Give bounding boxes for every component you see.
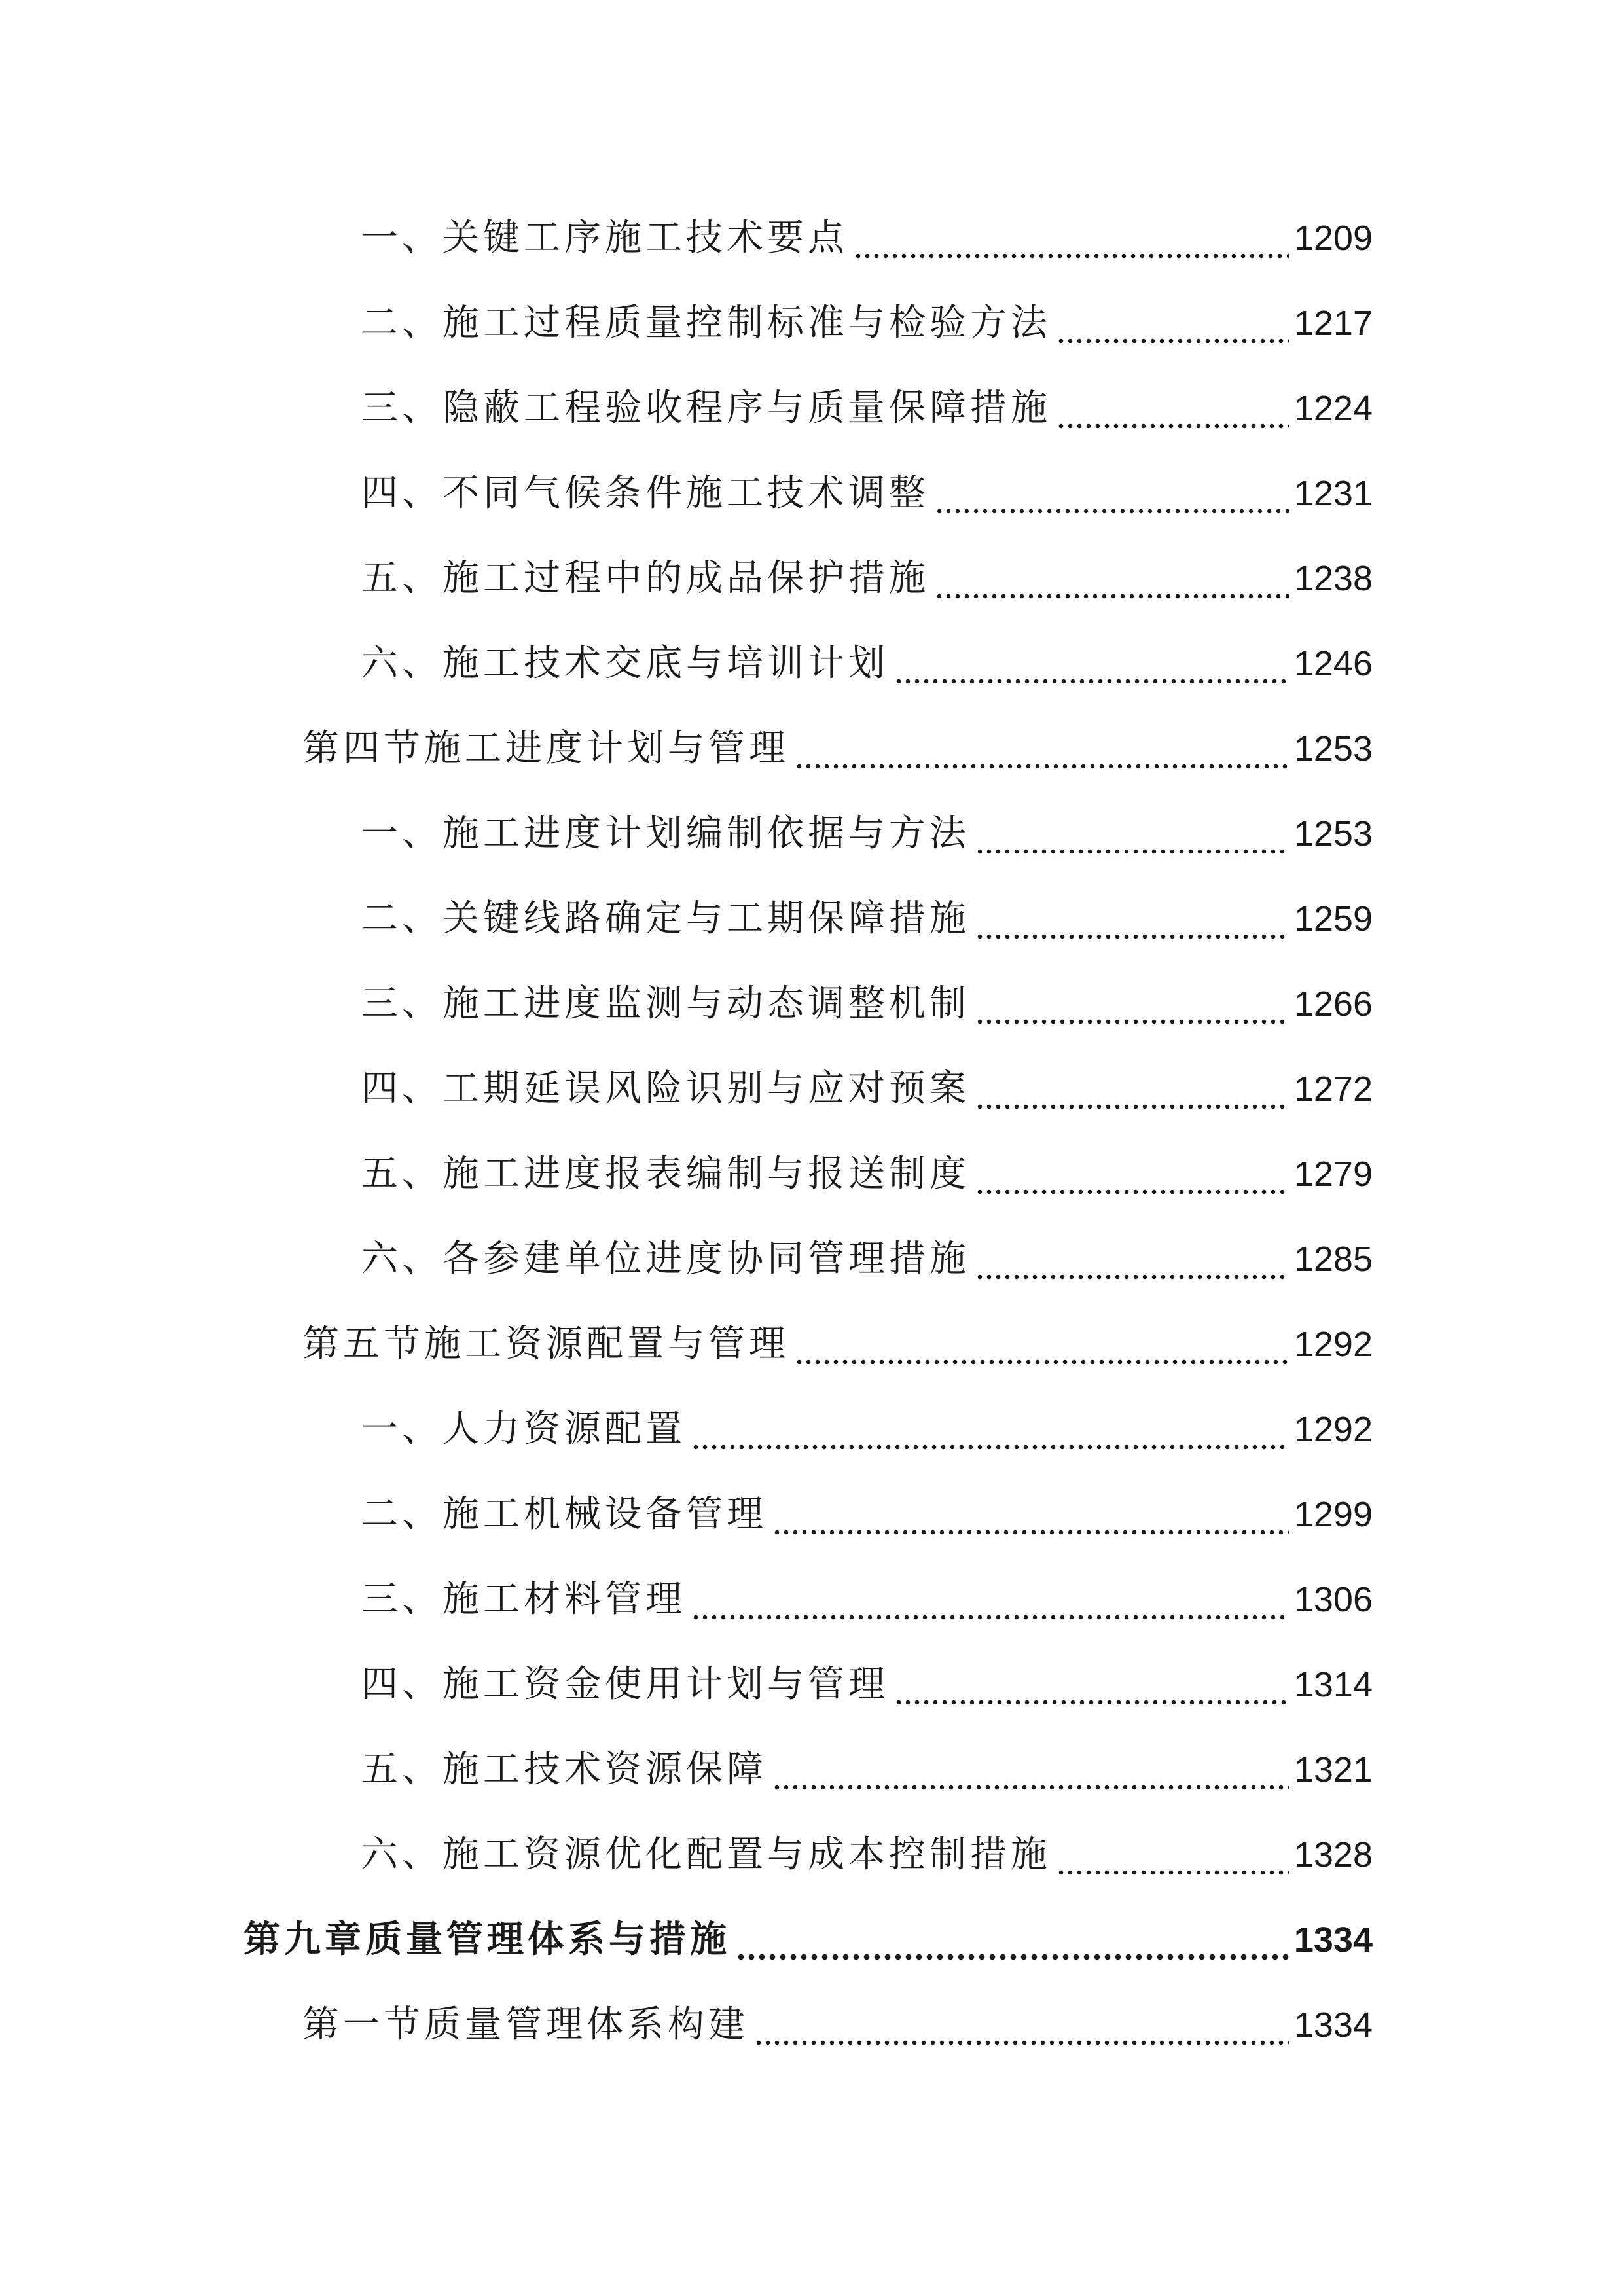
toc-entry-page-number: 1328 — [1293, 1835, 1373, 1874]
toc-entry-title: 一、人力资源配置 — [361, 1408, 686, 1450]
toc-entry[interactable] — [361, 1403, 1373, 1456]
dot-leader — [736, 1914, 1289, 1966]
toc-entry-page-number: 1334 — [1293, 2005, 1373, 2045]
dot-leader — [795, 1318, 1289, 1371]
toc-entry-title: 四、工期延误风险识别与应对预案 — [361, 1067, 970, 1110]
toc-entry-title: 四、不同气候条件施工技术调整 — [361, 472, 929, 514]
toc-entry-title: 三、施工材料管理 — [361, 1578, 686, 1621]
toc-entry-page-number: 1266 — [1293, 984, 1373, 1024]
toc-entry-page-number: 1253 — [1293, 729, 1373, 768]
dot-leader — [691, 1403, 1289, 1456]
toc-entry-page-number: 1285 — [1293, 1240, 1373, 1279]
toc-entry-page-number: 1238 — [1293, 559, 1373, 598]
toc-entry[interactable] — [361, 1829, 1373, 1881]
dot-leader — [935, 552, 1289, 605]
dot-leader — [854, 212, 1289, 264]
toc-entry-title: 六、施工技术交底与培训计划 — [361, 642, 889, 685]
dot-leader — [754, 1999, 1289, 2051]
toc-entry[interactable] — [361, 1063, 1373, 1115]
toc-section-entry[interactable] — [302, 1318, 1373, 1371]
dot-leader — [975, 1063, 1289, 1115]
toc-entry-title: 第五节施工资源配置与管理 — [302, 1323, 789, 1365]
dot-leader — [1056, 297, 1289, 350]
toc-entry-page-number: 1224 — [1293, 389, 1373, 428]
toc-entry-page-number: 1334 — [1293, 1920, 1373, 1960]
toc-entry-title: 二、施工机械设备管理 — [361, 1493, 767, 1535]
toc-entry[interactable] — [361, 637, 1373, 690]
toc-entry[interactable] — [361, 978, 1373, 1030]
toc-entry[interactable] — [361, 297, 1373, 350]
dot-leader — [894, 637, 1289, 690]
toc-entry-page-number: 1299 — [1293, 1495, 1373, 1534]
toc-entry[interactable] — [361, 1233, 1373, 1285]
dot-leader — [975, 1148, 1289, 1200]
toc-entry-page-number: 1279 — [1293, 1155, 1373, 1194]
toc-entry-title: 六、施工资源优化配置与成本控制措施 — [361, 1833, 1051, 1876]
dot-leader — [1056, 382, 1289, 435]
dot-leader — [975, 1233, 1289, 1285]
toc-entry-page-number: 1253 — [1293, 814, 1373, 853]
toc-entry[interactable] — [361, 893, 1373, 945]
toc-entry-title: 三、施工进度监测与动态调整机制 — [361, 982, 970, 1025]
dot-leader — [975, 978, 1289, 1030]
toc-entry[interactable] — [361, 467, 1373, 520]
toc-entry-page-number: 1321 — [1293, 1750, 1373, 1789]
toc-entry-page-number: 1259 — [1293, 899, 1373, 939]
toc-entry-page-number: 1272 — [1293, 1069, 1373, 1109]
toc-entry-page-number: 1306 — [1293, 1580, 1373, 1619]
toc-entry-page-number: 1292 — [1293, 1410, 1373, 1449]
toc-entry-title: 第四节施工进度计划与管理 — [302, 727, 789, 770]
dot-leader — [894, 1659, 1289, 1711]
toc-entry-page-number: 1246 — [1293, 644, 1373, 683]
dot-leader — [975, 808, 1289, 860]
toc-entry-title: 二、施工过程质量控制标准与检验方法 — [361, 302, 1051, 344]
toc-entry-title: 二、关键线路确定与工期保障措施 — [361, 897, 970, 940]
toc-entry-title: 一、施工进度计划编制依据与方法 — [361, 812, 970, 855]
toc-entry-title: 五、施工进度报表编制与报送制度 — [361, 1153, 970, 1195]
dot-leader — [1056, 1829, 1289, 1881]
toc-entry[interactable] — [361, 1659, 1373, 1711]
toc-section-entry[interactable] — [302, 723, 1373, 775]
toc-entry-page-number: 1231 — [1293, 474, 1373, 513]
toc-entry-title: 六、各参建单位进度协同管理措施 — [361, 1238, 970, 1280]
toc-entry-page-number: 1209 — [1293, 219, 1373, 258]
toc-entry-page-number: 1217 — [1293, 304, 1373, 343]
toc-chapter-entry[interactable] — [244, 1914, 1373, 1966]
toc-entry[interactable] — [361, 1148, 1373, 1200]
dot-leader — [795, 723, 1289, 775]
toc-entry-title: 五、施工过程中的成品保护措施 — [361, 557, 929, 600]
toc-entry-title: 四、施工资金使用计划与管理 — [361, 1663, 889, 1706]
toc-entry[interactable] — [361, 1573, 1373, 1626]
toc-entry-title: 三、隐蔽工程验收程序与质量保障措施 — [361, 387, 1051, 429]
toc-entry[interactable] — [361, 1744, 1373, 1796]
dot-leader — [772, 1488, 1289, 1541]
dot-leader — [772, 1744, 1289, 1796]
toc-entry-page-number: 1292 — [1293, 1325, 1373, 1364]
toc-entry-title: 第九章质量管理体系与措施 — [244, 1918, 731, 1961]
toc-section-entry[interactable] — [302, 1999, 1373, 2051]
toc-entry[interactable] — [361, 808, 1373, 860]
toc-entry-title: 一、关键工序施工技术要点 — [361, 217, 848, 259]
toc-entry[interactable] — [361, 212, 1373, 264]
toc-entry-title: 五、施工技术资源保障 — [361, 1748, 767, 1791]
toc-entry-title: 第一节质量管理体系构建 — [302, 2003, 749, 2046]
toc-entry-page-number: 1314 — [1293, 1665, 1373, 1704]
dot-leader — [975, 893, 1289, 945]
dot-leader — [691, 1573, 1289, 1626]
toc-entry[interactable] — [361, 382, 1373, 435]
toc-entry[interactable] — [361, 1488, 1373, 1541]
dot-leader — [935, 467, 1289, 520]
toc-entry[interactable] — [361, 552, 1373, 605]
